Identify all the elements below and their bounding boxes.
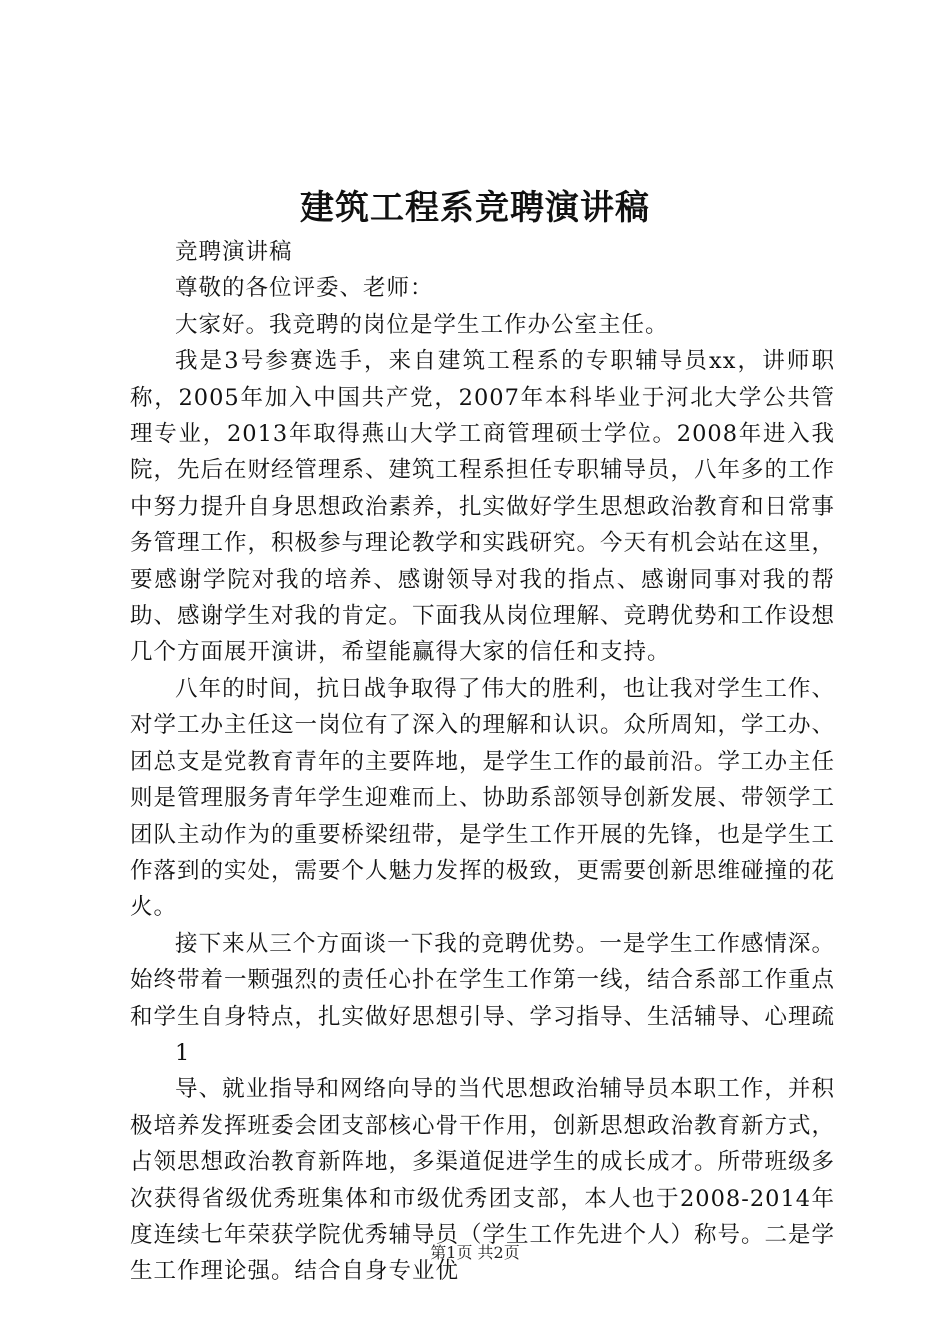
document-body xyxy=(130,234,835,1290)
paragraph-greeting: 大家好。我竞聘的岗位是学生工作办公室主任。 xyxy=(175,311,669,338)
page-footer: 第1页 共2页 xyxy=(430,1243,520,1262)
paragraph-advantages: 接下来从三个方面谈一下我的竞聘优势。一是学生工作感情深。始终带着一颗强烈的责任心扑在学生工作第一线，结合系部工作重点和学生自身特点，扎实做好思想引导、学习指导、生活辅导、心理疏 xyxy=(130,930,836,1030)
paragraph-continued: 导、就业指导和网络向导的当代思想政治辅导员本职工作，并积极培养发挥班委会团支部核心骨干作用，创新思想政治教育新方式，占领思想政治教育新阵地，多渠道促进学生的成长成才。所带班级多次获得省级优秀班集体和市级优秀团支部，本人也于2008-2014年度连续七年荣获学院优秀辅导员（学生工作先进个人）称号。二是学生工作理论强。结合自身专业优 xyxy=(130,1076,836,1285)
inline-page-marker: 1 xyxy=(175,1039,191,1066)
document-title: 建筑工程系竞聘演讲稿 xyxy=(300,188,650,228)
paragraph-introduction: 我是3号参赛选手，来自建筑工程系的专职辅导员xx，讲师职称，2005年加入中国共产党，2007年本科毕业于河北大学公共管理专业，2013年取得燕山大学工商管理硕士学位。2008年进入我院，先后在财经管理系、建筑工程系担任专职辅导员，八年多的工作中努力提升自身思想政治素养，扎实做好学生思想政治教育和日常事务管理工作，积极参与理论教学和实践研究。今天有机会站在这里，要感谢学院对我的培养、感谢领导对我的指点、感谢同事对我的帮助、感谢学生对我的肯定。下面我从岗位理解、竞聘优势和工作设想几个方面展开演讲，希望能赢得大家的信任和支持。 xyxy=(130,348,836,666)
paragraph-understanding: 八年的时间，抗日战争取得了伟大的胜利，也让我对学生工作、对学工办主任这一岗位有了深入的理解和认识。众所周知，学工办、团总支是党教育青年的主要阵地，是学生工作的最前沿。学工办主任则是管理服务青年学生迎难而上、协助系部领导创新发展、带领学工团队主动作为的重要桥梁纽带，是学生工作开展的先锋，也是学生工作落到的实处，需要个人魅力发挥的极致，更需要创新思维碰撞的花火。 xyxy=(130,675,836,921)
paragraph-heading: 竞聘演讲稿 xyxy=(175,239,293,265)
paragraph-salutation: 尊敬的各位评委、老师： xyxy=(175,275,434,302)
